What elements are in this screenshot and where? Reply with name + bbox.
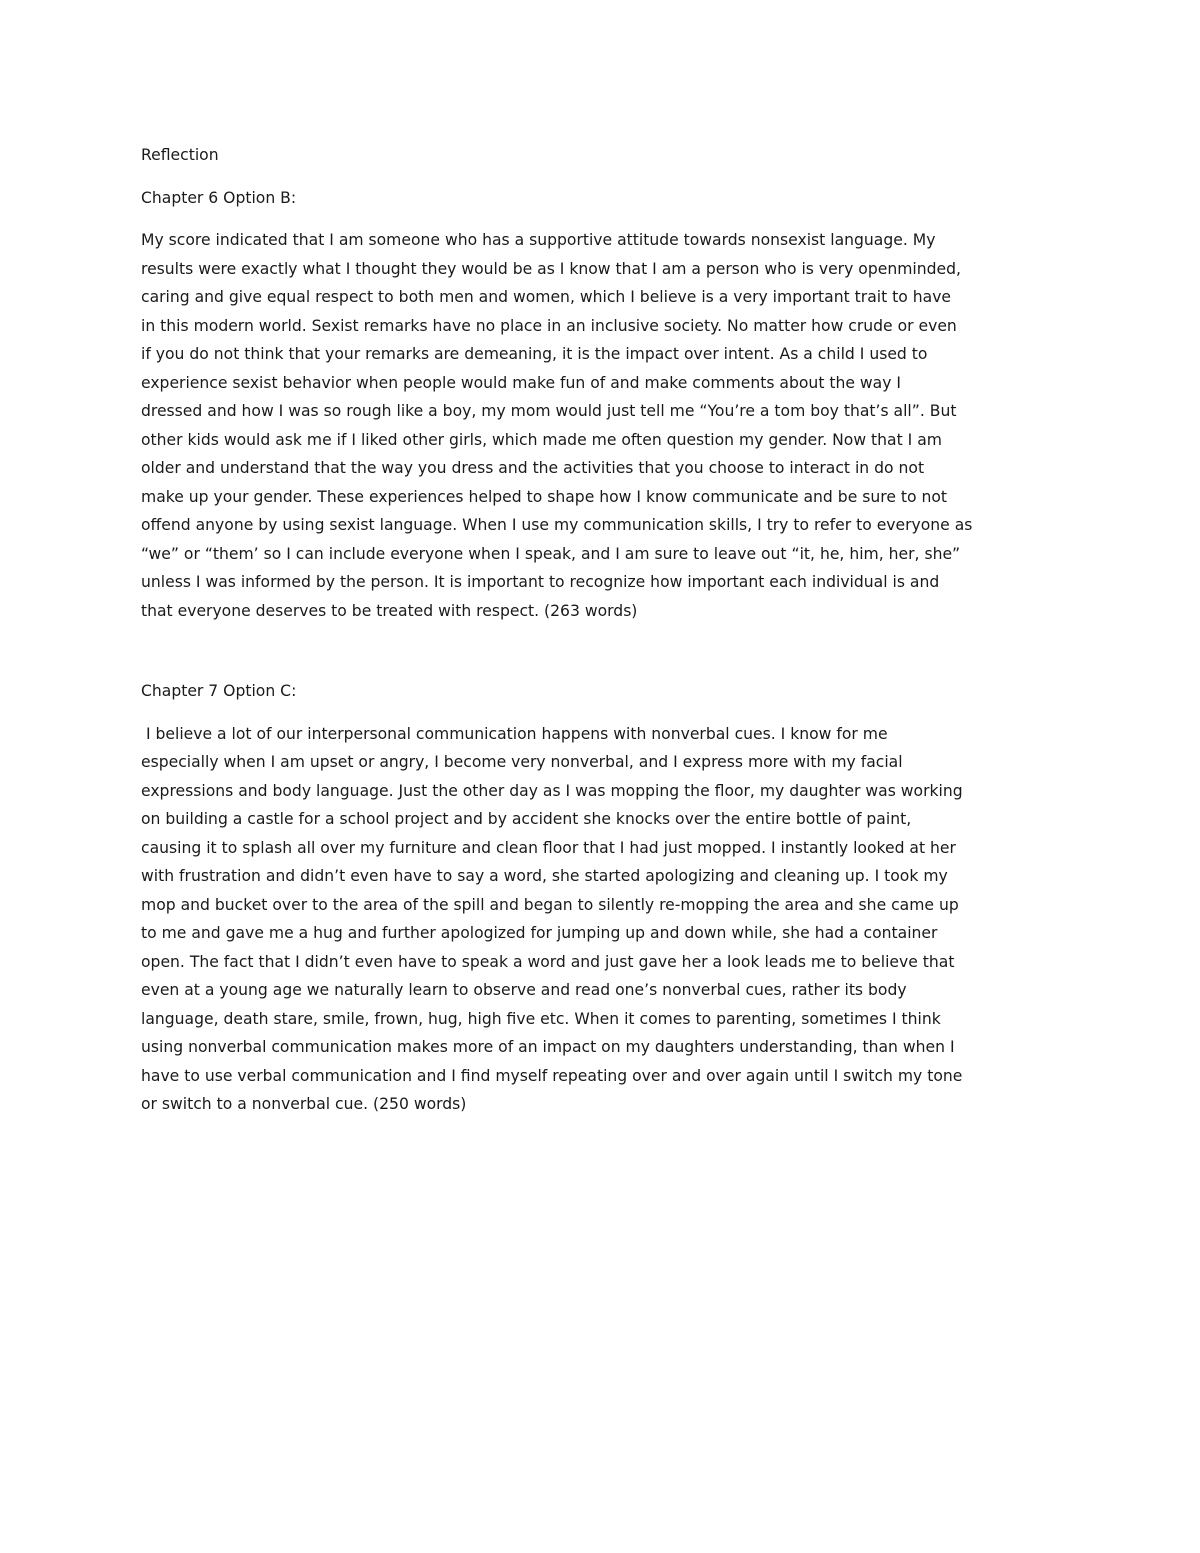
spacer bbox=[141, 212, 1061, 226]
paragraph-line: language, death stare, smile, frown, hug, high five etc. When it comes to parenting, sometimes I think bbox=[141, 1009, 941, 1028]
paragraph-line: My score indicated that I am someone who has a supportive attitude towards nonsexist language. My bbox=[141, 231, 936, 249]
paragraph-line: have to use verbal communication and I find myself repeating over and over again until I switch my tone bbox=[141, 1066, 963, 1085]
paragraph-line: in this modern world. Sexist remarks have no place in an inclusive society. No matter how crude or even bbox=[141, 316, 957, 335]
paragraph-line: on building a castle for a school project and by accident she knocks over the entire bottle of paint, bbox=[141, 810, 912, 828]
paragraph-line: unless I was informed by the person. It is important to recognize how important each individual is and bbox=[141, 573, 940, 591]
paragraph-line: other kids would ask me if I liked other girls, which made me often question my gender. Now that I am bbox=[141, 430, 942, 449]
paragraph-line: to me and gave me a hug and further apologized for jumping up and down while, she had a container bbox=[141, 924, 938, 942]
paragraph-line: experience sexist behavior when people would make fun of and make comments about the way I bbox=[141, 373, 902, 392]
paragraph-line: “we” or “them’ so I can include everyone when I speak, and I am sure to leave out “it, he, him, her, she” bbox=[141, 544, 961, 563]
paragraph-line: make up your gender. These experiences helped to shape how I know communicate and be sure to not bbox=[141, 487, 948, 506]
paragraph-line: expressions and body language. Just the other day as I was mopping the floor, my daughter was working bbox=[141, 781, 963, 800]
paragraph-line: older and understand that the way you dress and the activities that you choose to interact in do not bbox=[141, 459, 925, 477]
section-heading: Chapter 6 Option B: bbox=[141, 188, 297, 207]
section-heading: Chapter 7 Option C: bbox=[141, 682, 297, 700]
spacer bbox=[141, 706, 1061, 720]
paragraph-line: dressed and how I was so rough like a boy, my mom would just tell me “You’re a tom boy that’s all”. But bbox=[141, 402, 957, 420]
spacer bbox=[141, 170, 1061, 184]
paragraph-line: or switch to a nonverbal cue. (250 words) bbox=[141, 1095, 467, 1113]
paragraph-line: that everyone deserves to be treated with respect. (263 words) bbox=[141, 601, 638, 620]
paragraph-line: if you do not think that your remarks are demeaning, it is the impact over intent. As a child I used to bbox=[141, 345, 928, 363]
spacer bbox=[141, 625, 1061, 677]
section-paragraph bbox=[141, 226, 1061, 625]
paragraph-line: even at a young age we naturally learn to observe and read one’s nonverbal cues, rather its body bbox=[141, 981, 907, 999]
document-title: Reflection bbox=[141, 146, 219, 164]
section-paragraph bbox=[141, 720, 1061, 1119]
section-chapter-6 bbox=[141, 184, 1061, 626]
paragraph-line: especially when I am upset or angry, I become very nonverbal, and I express more with my facial bbox=[141, 753, 903, 771]
paragraph-line: using nonverbal communication makes more of an impact on my daughters understanding, than when I bbox=[141, 1038, 955, 1056]
paragraph-line: open. The fact that I didn’t even have to speak a word and just gave her a look leads me to believe that bbox=[141, 952, 955, 971]
paragraph-line: with frustration and didn’t even have to say a word, she started apologizing and cleaning up. I took my bbox=[141, 867, 948, 885]
paragraph-line: mop and bucket over to the area of the spill and began to silently re-mopping the area and she came up bbox=[141, 895, 959, 914]
paragraph-line: causing it to splash all over my furniture and clean floor that I had just mopped. I instantly looked at her bbox=[141, 838, 956, 857]
paragraph-line: I believe a lot of our interpersonal communication happens with nonverbal cues. I know for me bbox=[141, 724, 888, 743]
paragraph-line: offend anyone by using sexist language. When I use my communication skills, I try to refer to everyone as bbox=[141, 516, 973, 534]
paragraph-line: caring and give equal respect to both men and women, which I believe is a very important trait to have bbox=[141, 288, 952, 306]
document-body bbox=[141, 141, 1061, 1119]
section-chapter-7 bbox=[141, 677, 1061, 1119]
paragraph-line: results were exactly what I thought they would be as I know that I am a person who is very openminded, bbox=[141, 259, 961, 278]
